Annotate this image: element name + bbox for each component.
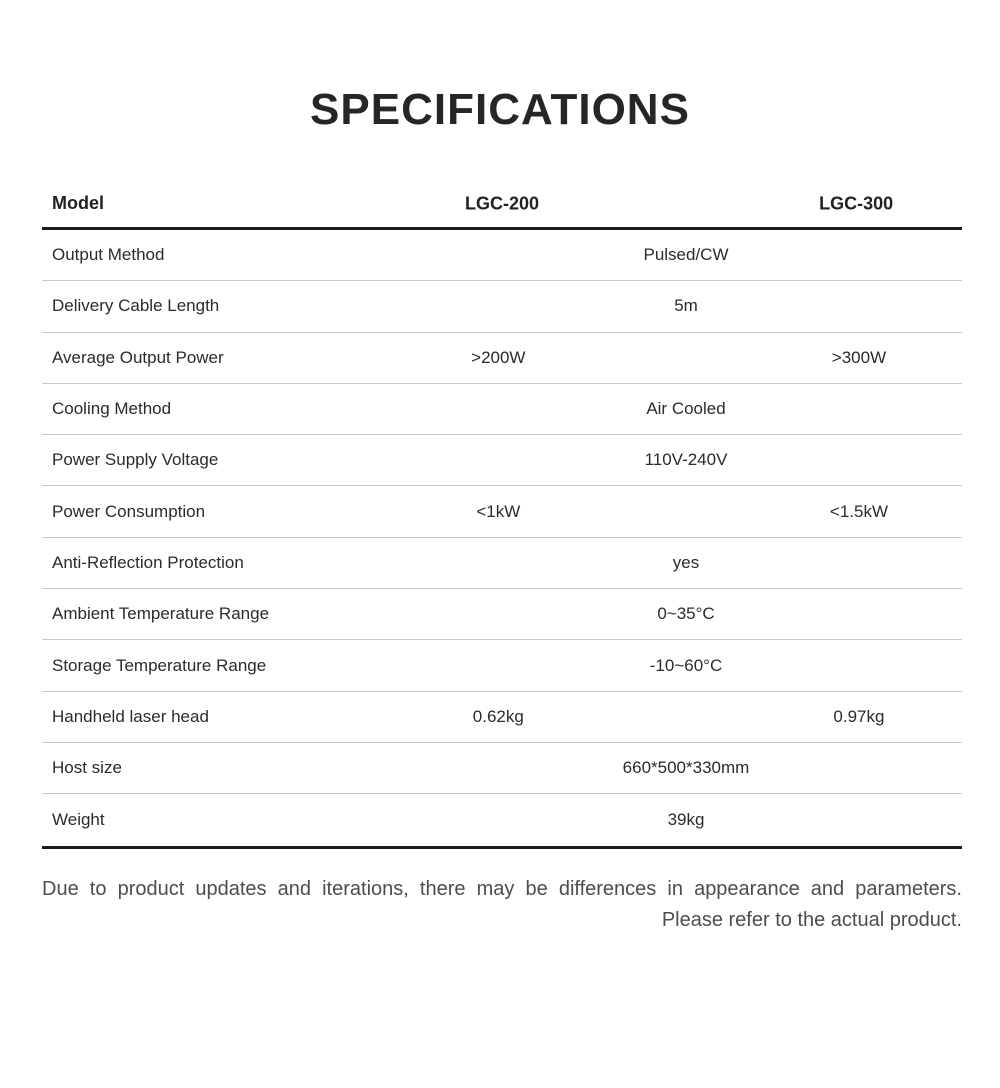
spec-label: Cooling Method (52, 399, 172, 419)
specifications-table (42, 180, 962, 849)
table-row-anti-reflection-protection (42, 538, 962, 589)
spec-value-shared: -10~60°C (649, 655, 723, 675)
spec-value-lgc-300: >300W (831, 347, 887, 367)
header-col-lgc-300: LGC-300 (819, 193, 894, 213)
disclaimer-line-1: Due to product updates and iterations, there may be differences in appearance and parameters. (42, 877, 962, 900)
spec-value-shared: Air Cooled (646, 399, 726, 419)
spec-label: Power Supply Voltage (52, 450, 219, 470)
spec-value-shared: 660*500*330mm (622, 758, 750, 778)
spec-label: Average Output Power (52, 347, 224, 367)
table-row-power-supply-voltage (42, 435, 962, 486)
spec-value-shared: 0~35°C (657, 604, 715, 624)
spec-label: Delivery Cable Length (52, 296, 220, 316)
disclaimer (42, 874, 962, 936)
table-row-weight (42, 794, 962, 845)
spec-label: Host size (52, 758, 122, 778)
table-header-row (42, 180, 962, 230)
spec-label: Anti-Reflection Protection (52, 552, 244, 572)
spec-label: Output Method (52, 245, 165, 265)
table-row-power-consumption (42, 486, 962, 537)
spec-label: Power Consumption (52, 501, 206, 521)
spec-value-lgc-200: >200W (471, 347, 526, 367)
table-row-average-output-power (42, 333, 962, 384)
table-row-delivery-cable-length (42, 281, 962, 332)
table-row-ambient-temperature-range (42, 589, 962, 640)
spec-label: Weight (52, 809, 105, 829)
table-row-output-method (42, 230, 962, 281)
spec-label: Storage Temperature Range (52, 655, 267, 675)
spec-value-shared: Pulsed/CW (643, 245, 729, 265)
spec-value-shared: yes (672, 552, 700, 572)
spec-value-shared: 5m (674, 296, 698, 316)
spec-value-shared: 110V-240V (644, 450, 728, 470)
disclaimer-line-2: Please refer to the actual product. (661, 908, 962, 931)
table-row-handheld-laser-head (42, 692, 962, 743)
header-model-label: Model (52, 193, 104, 213)
table-row-host-size (42, 743, 962, 794)
spec-value-lgc-300: 0.97kg (833, 706, 885, 726)
spec-label: Handheld laser head (52, 706, 209, 726)
page-title: SPECIFICATIONS (310, 85, 690, 134)
spec-label: Ambient Temperature Range (52, 604, 270, 624)
header-col-lgc-200: LGC-200 (464, 193, 540, 213)
spec-value-lgc-300: <1.5kW (829, 501, 889, 521)
table-row-storage-temperature-range (42, 640, 962, 691)
table-row-cooling-method (42, 384, 962, 435)
spec-value-lgc-200: <1kW (476, 501, 521, 521)
spec-value-lgc-200: 0.62kg (472, 706, 524, 726)
spec-value-shared: 39kg (667, 809, 705, 829)
